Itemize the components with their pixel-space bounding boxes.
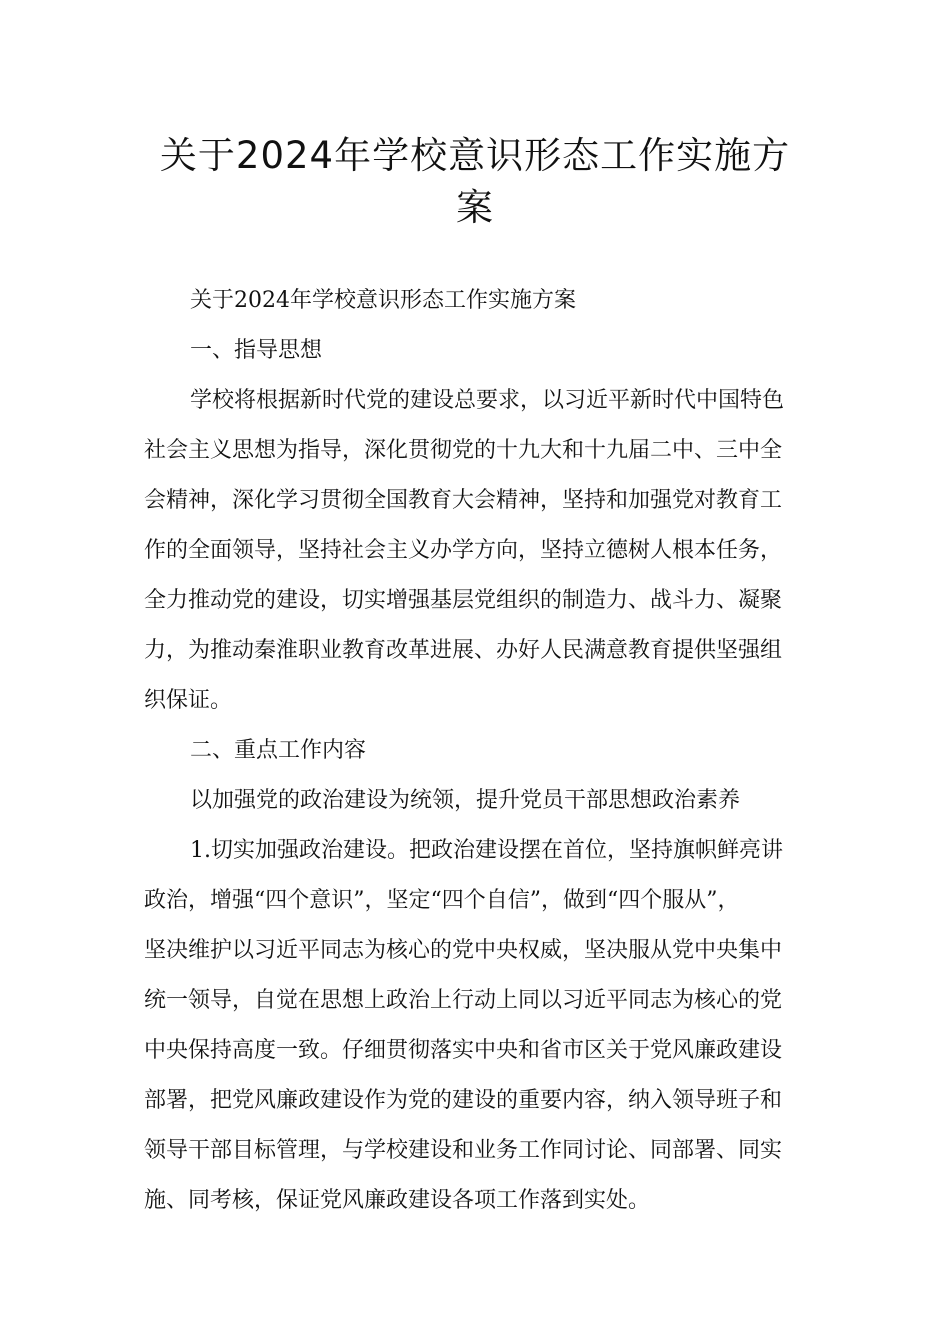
subsection-heading: 以加强党的政治建设为统领，提升党员干部思想政治素养 xyxy=(190,788,741,813)
section-heading-1: 一、指导思想 xyxy=(190,338,323,363)
paragraph-line: 1.切实加强政治建设。把政治建设摆在首位，坚持旗帜鲜亮讲 xyxy=(190,838,783,863)
section-heading-2: 二、重点工作内容 xyxy=(190,738,367,763)
document-title xyxy=(100,130,850,234)
paragraph-line: 力，为推动秦淮职业教育改革进展、办好人民满意教育提供坚强组 xyxy=(144,638,783,663)
paragraph-line: 领导干部目标管理，与学校建设和业务工作同讨论、同部署、同实 xyxy=(144,1138,783,1163)
paragraph-line: 坚决维护以习近平同志为核心的党中央权威，坚决服从党中央集中 xyxy=(144,938,783,963)
paragraph-line: 社会主义思想为指导，深化贯彻党的十九大和十九届二中、三中全 xyxy=(144,438,783,463)
title-line-2: 案 xyxy=(456,186,494,229)
paragraph-line: 全力推动党的建设，切实增强基层党组织的制造力、战斗力、凝聚 xyxy=(144,588,783,613)
title-line-1: 关于2024年学校意识形态工作实施方 xyxy=(159,134,791,177)
paragraph-line: 部署，把党风廉政建设作为党的建设的重要内容，纳入领导班子和 xyxy=(144,1088,783,1113)
paragraph-line: 学校将根据新时代党的建设总要求，以习近平新时代中国特色 xyxy=(190,388,785,413)
paragraph-line: 统一领导，自觉在思想上政治上行动上同以习近平同志为核心的党 xyxy=(144,988,783,1013)
paragraph-line: 会精神，深化学习贯彻全国教育大会精神，坚持和加强党对教育工 xyxy=(144,488,783,513)
paragraph-line: 中央保持高度一致。仔细贯彻落实中央和省市区关于党风廉政建设 xyxy=(144,1038,783,1063)
body-heading-repeat: 关于2024年学校意识形态工作实施方案 xyxy=(190,288,576,313)
document-body xyxy=(144,276,824,1226)
paragraph-line: 施、同考核，保证党风廉政建设各项工作落到实处。 xyxy=(144,1188,651,1213)
paragraph-line: 作的全面领导，坚持社会主义办学方向，坚持立德树人根本任务， xyxy=(144,538,783,563)
paragraph-line: 织保证。 xyxy=(144,688,233,713)
paragraph-line: 政治，增强“四个意识”，坚定“四个自信”，做到“四个服从”， xyxy=(144,888,740,913)
